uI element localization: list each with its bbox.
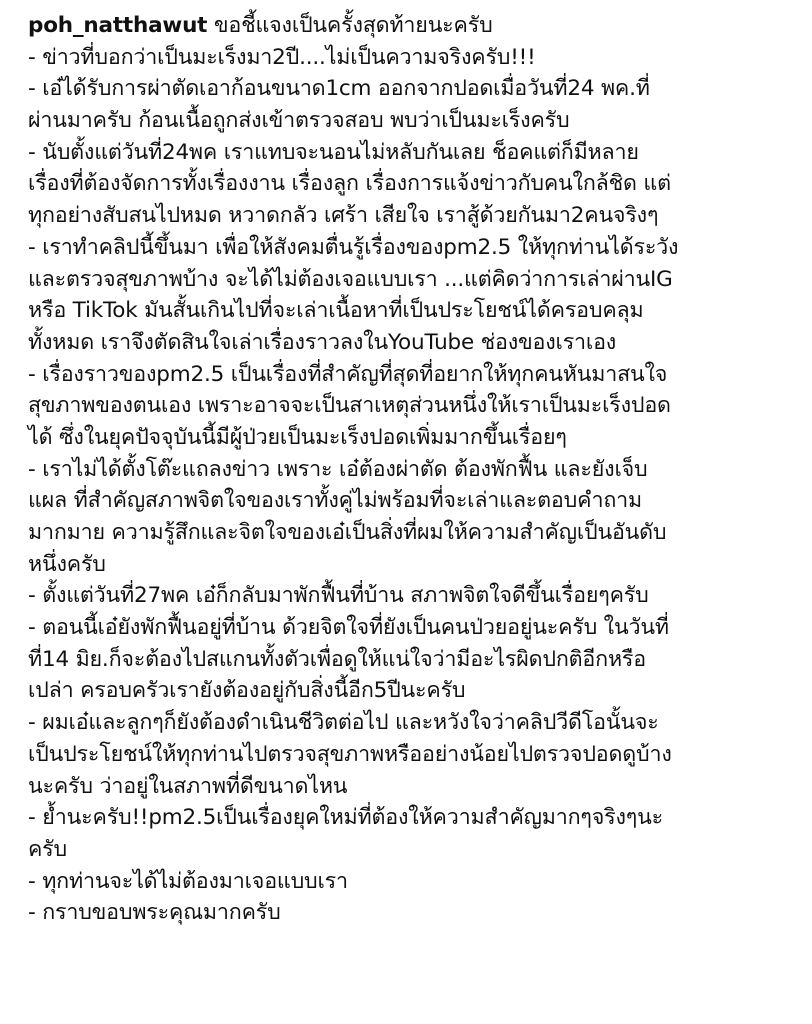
caption-line: ทุกอย่างสับสนไปหมด หวาดกลัว เศร้า เสียใจ เราสู้ด้วยกันมา2คนจริงๆ: [28, 203, 659, 229]
caption-line: - เอ๋ได้รับการผ่าตัดเอาก้อนขนาด1cm ออกจากปอดเมื่อวันที่24 พค.ที่: [28, 76, 650, 102]
caption-line: [28, 961, 798, 993]
caption-line: - ผมเอ๋และลูกๆก็ยังต้องดำเนินชีวิตต่อไป และหวังใจว่าคลิปวีดีโอนั้นจะ: [28, 710, 659, 736]
caption-line: ได้ ซึ่งในยุคปัจจุบันนี้มีผู้ป่วยเป็นมะเร็งปอดเพิ่มมากขึ้นเรื่อยๆ: [28, 424, 567, 450]
caption-line: และตรวจสุขภาพบ้าง จะได้ไม่ต้องเจอแบบเรา ...แต่คิดว่าการเล่าผ่านIG: [28, 266, 673, 292]
caption-line: - เรื่องราวของpm2.5 เป็นเรื่องที่สำคัญที่สุดที่อยากให้ทุกคนหันมาสนใจ: [28, 361, 668, 387]
caption-line: - เราไม่ได้ตั้งโต๊ะแถลงข่าว เพราะ เอ๋ต้องผ่าตัด ต้องพักฟื้น และยังเจ็บ: [28, 456, 648, 482]
caption-line: - นับตั้งแต่วันที่24พค เราแทบจะนอนไม่หลับกันเลย ช็อคแต่ก็มีหลาย: [28, 139, 639, 165]
caption-line: - เราทำคลิปนี้ขึ้นมา เพื่อให้สังคมตื่นรู้เรื่องของpm2.5 ให้ทุกท่านได้ระวัง: [28, 234, 679, 260]
caption-line: - ตั้งแต่วันที่27พค เอ๋ก็กลับมาพักฟื้นที่บ้าน สภาพจิตใจดีขึ้นเรื่อยๆครับ: [28, 583, 649, 609]
caption-line: - กราบขอบพระคุณมากครับ: [28, 900, 281, 926]
caption-line: [28, 929, 798, 961]
caption-line: นะครับ ว่าอยู่ในสภาพที่ดีขนาดไหน: [28, 773, 348, 799]
username-link[interactable]: poh_natthawut: [28, 13, 208, 38]
caption-line: ครับ: [28, 836, 67, 862]
caption-intro: ขอชี้แจงเป็นครั้งสุดท้ายนะครับ: [207, 13, 493, 38]
caption-line: สุขภาพของตนเอง เพราะอาจจะเป็นสาเหตุส่วนหนึ่งให้เราเป็นมะเร็งปอด: [28, 393, 671, 419]
caption-line: มากมาย ความรู้สึกและจิตใจของเอ๋เป็นสิ่งที่ผมให้ความสำคัญเป็นอันดับ: [28, 520, 667, 545]
caption-line: หนึ่งครับ: [28, 551, 106, 577]
caption-line: - ตอนนี้เอ๋ยังพักฟื้นอยู่ที่บ้าน ด้วยจิตใจที่ยังเป็นคนป่วยอยู่นะครับ ในวันที่: [28, 615, 669, 641]
caption-line: เปล่า ครอบครัวเรายังต้องอยู่กับสิ่งนี้อีก5ปีนะครับ: [28, 678, 466, 704]
caption-line: - ข่าวที่บอกว่าเป็นมะเร็งมา2ปี....ไม่เป็นความจริงครับ!!!: [28, 44, 536, 70]
caption-line: แผล ที่สำคัญสภาพจิตใจของเราทั้งคู่ไม่พร้อมที่จะเล่าและตอบคำถาม: [28, 488, 642, 514]
caption-line: ที่14 มิย.ก็จะต้องไปสแกนทั้งตัวเพื่อดูให้แน่ใจว่ามีอะไรผิดปกติอีกหรือ: [28, 646, 646, 672]
caption-line: - ย้ำนะครับ!!pm2.5เป็นเรื่องยุคใหม่ที่ต้องให้ความสำคัญมากๆจริงๆนะ: [28, 805, 663, 831]
caption-line: ผ่านมาครับ ก้อนเนื้อถูกส่งเข้าตรวจสอบ พบว่าเป็นมะเร็งครับ: [28, 108, 570, 134]
caption-line: หรือ TikTok มันสั้นเกินไปที่จะเล่าเนื้อหาที่เป็นประโยชน์ได้ครอบคลุม: [28, 298, 644, 324]
caption-line: เป็นประโยชน์ให้ทุกท่านไปตรวจสุขภาพหรืออย่างน้อยไปตรวจปอดดูบ้าง: [28, 741, 672, 767]
caption-header: [28, 10, 798, 42]
caption-line: - ทุกท่านจะได้ไม่ต้องมาเจอแบบเรา: [28, 868, 348, 894]
caption-line: ทั้งหมด เราจึงตัดสินใจเล่าเรื่องราวลงในYouTube ช่องของเราเอง: [28, 329, 617, 355]
caption-line: เรื่องที่ต้องจัดการทั้งเรื่องงาน เรื่องลูก เรื่องการแจ้งข่าวกับคนใกล้ชิด แต่: [28, 171, 671, 197]
